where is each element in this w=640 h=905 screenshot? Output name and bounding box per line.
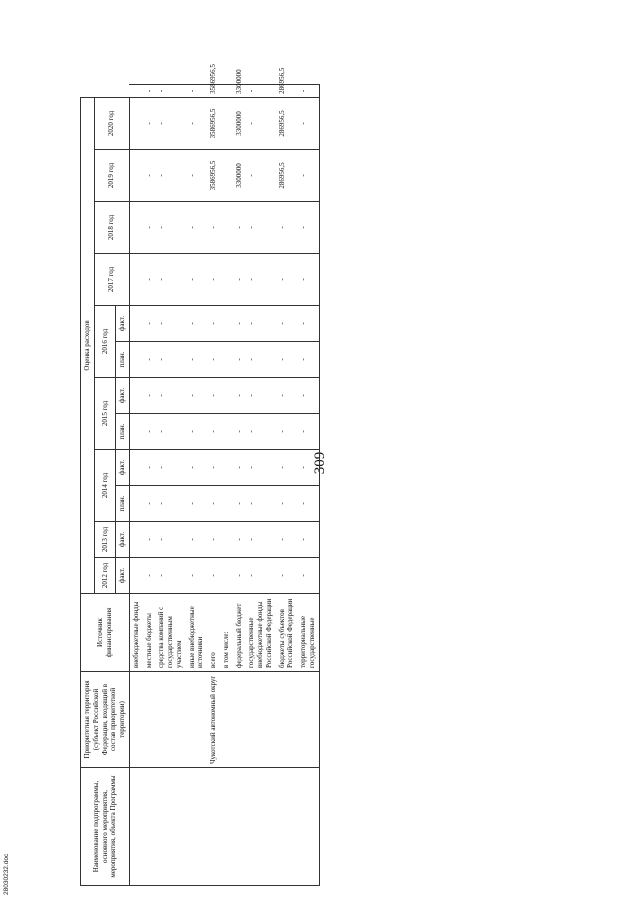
cell-value: - xyxy=(207,254,220,306)
cell-source: территориальные государственные xyxy=(297,594,319,672)
cell-value: - xyxy=(186,97,208,149)
cell-value: - xyxy=(297,85,319,98)
cell-value: - xyxy=(207,450,220,486)
cell-name xyxy=(276,768,298,886)
header-territory: Приоритетная территория (субъект Российской Федерации, входящий в состав приоритетной территории) xyxy=(81,672,130,768)
header-2012-fact: факт. xyxy=(116,558,130,594)
header-row-1 xyxy=(81,85,95,886)
header-2015-plan: план. xyxy=(116,414,130,450)
cell-value xyxy=(220,486,233,522)
cell-value: - xyxy=(143,414,156,450)
rotated-table-wrapper xyxy=(80,64,550,886)
cell-value: - xyxy=(297,254,319,306)
header-2020: 2020 год xyxy=(94,97,129,149)
cell-value: - xyxy=(207,558,220,594)
cell-value: - xyxy=(233,486,246,522)
cell-value xyxy=(129,306,142,342)
cell-value: - xyxy=(245,486,275,522)
cell-value: - xyxy=(297,202,319,254)
cell-name xyxy=(129,768,142,886)
cell-value: 3586956,5 xyxy=(207,97,220,149)
cell-value: - xyxy=(276,522,298,558)
cell-value: 3586956,5 xyxy=(207,150,220,202)
cell-value xyxy=(220,306,233,342)
table-row xyxy=(129,85,142,886)
cell-value: 3300000 xyxy=(233,97,246,149)
cell-value: - xyxy=(186,150,208,202)
cell-value: - xyxy=(297,378,319,414)
cell-name xyxy=(143,768,156,886)
cell-source: местные бюджеты xyxy=(143,594,156,672)
cell-value xyxy=(129,558,142,594)
cell-value: - xyxy=(155,97,185,149)
header-2013: 2013 год xyxy=(94,522,115,558)
cell-source: в том числе: xyxy=(220,594,233,672)
header-estimate: Оценка расходов xyxy=(81,97,95,593)
cell-value: - xyxy=(143,254,156,306)
cell-value: - xyxy=(297,558,319,594)
header-2012: 2012 год xyxy=(94,558,115,594)
cell-territory xyxy=(297,672,319,768)
cell-value: - xyxy=(143,450,156,486)
cell-value: 286956,5 xyxy=(276,97,298,149)
cell-value: - xyxy=(143,85,156,98)
cell-value: - xyxy=(245,254,275,306)
cell-value: - xyxy=(186,202,208,254)
cell-territory xyxy=(129,672,142,768)
cell-value: - xyxy=(186,414,208,450)
cell-value: - xyxy=(245,85,275,98)
cell-territory xyxy=(220,672,233,768)
cell-value: - xyxy=(155,414,185,450)
cell-value: - xyxy=(297,150,319,202)
header-2018: 2018 год xyxy=(94,202,129,254)
cell-value: - xyxy=(143,558,156,594)
cell-value: - xyxy=(143,486,156,522)
cell-value: - xyxy=(245,202,275,254)
cell-value xyxy=(220,522,233,558)
table-row xyxy=(143,85,156,886)
cell-value: - xyxy=(155,486,185,522)
cell-value xyxy=(220,97,233,149)
cell-value: - xyxy=(186,254,208,306)
cell-value: - xyxy=(155,450,185,486)
expenditure-table xyxy=(80,64,320,886)
cell-value: - xyxy=(155,342,185,378)
header-2017: 2017 год xyxy=(94,254,129,306)
cell-value: - xyxy=(186,486,208,522)
cell-name xyxy=(245,768,275,886)
table-row xyxy=(220,85,233,886)
cell-territory xyxy=(186,672,208,768)
table-row xyxy=(245,85,275,886)
table-row xyxy=(276,85,298,886)
cell-value xyxy=(220,558,233,594)
cell-value xyxy=(220,202,233,254)
cell-value: 286956,5 xyxy=(276,150,298,202)
footer-filename: 28030232.doc xyxy=(3,853,10,895)
cell-value: - xyxy=(276,414,298,450)
cell-source: внебюджетные фонды xyxy=(129,594,142,672)
cell-value: 3300000 xyxy=(233,150,246,202)
header-2016-fact: факт. xyxy=(116,306,130,342)
cell-value: 3300000 xyxy=(233,85,246,98)
cell-value: - xyxy=(143,522,156,558)
cell-value: - xyxy=(276,378,298,414)
cell-value: - xyxy=(276,486,298,522)
cell-value: - xyxy=(143,202,156,254)
cell-value: - xyxy=(233,254,246,306)
cell-value: - xyxy=(245,378,275,414)
cell-value: - xyxy=(155,150,185,202)
cell-value xyxy=(129,202,142,254)
cell-value: - xyxy=(155,558,185,594)
table-row xyxy=(186,85,208,886)
cell-value: - xyxy=(297,486,319,522)
cell-source: федеральный бюджет xyxy=(233,594,246,672)
cell-value: - xyxy=(143,306,156,342)
cell-source: иные внебюджетные источники xyxy=(186,594,208,672)
cell-name xyxy=(155,768,185,886)
cell-value: - xyxy=(155,522,185,558)
cell-value xyxy=(220,342,233,378)
cell-value: - xyxy=(276,450,298,486)
cell-value: - xyxy=(245,306,275,342)
cell-value: - xyxy=(186,450,208,486)
cell-territory xyxy=(143,672,156,768)
cell-value: - xyxy=(245,558,275,594)
table-row xyxy=(207,85,220,886)
cell-value: - xyxy=(233,558,246,594)
cell-territory xyxy=(233,672,246,768)
header-2014: 2014 год xyxy=(94,450,115,522)
cell-value: - xyxy=(297,97,319,149)
cell-value: - xyxy=(143,378,156,414)
cell-value: - xyxy=(186,85,208,98)
table-row xyxy=(297,85,319,886)
cell-value: - xyxy=(276,558,298,594)
header-name: Наименование подпрограммы, основного мероприятия, мероприятия, объекта Программы xyxy=(81,768,130,886)
cell-value: - xyxy=(245,414,275,450)
header-2015: 2015 год xyxy=(94,378,115,450)
table-row xyxy=(233,85,246,886)
cell-value: - xyxy=(207,342,220,378)
cell-value: - xyxy=(233,342,246,378)
cell-value: - xyxy=(143,342,156,378)
cell-value: - xyxy=(155,85,185,98)
cell-name xyxy=(233,768,246,886)
cell-value xyxy=(220,254,233,306)
cell-value: 3586956,5 xyxy=(207,85,220,98)
cell-value xyxy=(220,450,233,486)
cell-value: - xyxy=(297,306,319,342)
cell-value: - xyxy=(186,558,208,594)
cell-value xyxy=(129,342,142,378)
cell-value: - xyxy=(186,522,208,558)
cell-name xyxy=(297,768,319,886)
table-body xyxy=(129,64,319,886)
header-2013-fact: факт. xyxy=(116,522,130,558)
cell-value xyxy=(129,150,142,202)
cell-value: - xyxy=(233,202,246,254)
page-number: 309 xyxy=(312,451,328,475)
header-2019: 2019 год xyxy=(94,150,129,202)
cell-value: - xyxy=(155,306,185,342)
cell-value: - xyxy=(245,522,275,558)
cell-value: - xyxy=(245,342,275,378)
cell-value xyxy=(220,414,233,450)
table-row xyxy=(155,85,185,886)
cell-value: - xyxy=(186,342,208,378)
cell-value: - xyxy=(297,450,319,486)
cell-source: всего xyxy=(207,594,220,672)
cell-source: бюджеты субъектов Российской Федерации xyxy=(276,594,298,672)
cell-name xyxy=(186,768,208,886)
cell-value: - xyxy=(143,97,156,149)
cell-value: - xyxy=(233,378,246,414)
cell-name xyxy=(220,768,233,886)
header-2014-fact: факт. xyxy=(116,450,130,486)
cell-value xyxy=(129,486,142,522)
cell-territory xyxy=(245,672,275,768)
cell-territory: Чукотский автономный округ xyxy=(207,672,220,768)
cell-value: - xyxy=(207,486,220,522)
cell-value: - xyxy=(233,306,246,342)
cell-territory xyxy=(155,672,185,768)
cell-value xyxy=(129,85,142,98)
cell-value: - xyxy=(245,97,275,149)
cell-value: - xyxy=(297,342,319,378)
header-2014-plan: план. xyxy=(116,486,130,522)
cell-value: - xyxy=(207,414,220,450)
cell-value: - xyxy=(276,202,298,254)
cell-value: - xyxy=(207,522,220,558)
cell-value xyxy=(220,378,233,414)
cell-value: - xyxy=(276,342,298,378)
header-2016: 2016 год xyxy=(94,306,115,378)
cell-value: - xyxy=(245,150,275,202)
cell-value xyxy=(129,97,142,149)
cell-value xyxy=(129,414,142,450)
cell-name xyxy=(207,768,220,886)
cell-value: - xyxy=(186,378,208,414)
cell-value xyxy=(220,150,233,202)
cell-value: - xyxy=(207,378,220,414)
cell-value: - xyxy=(207,202,220,254)
cell-value: - xyxy=(233,522,246,558)
cell-value: - xyxy=(276,306,298,342)
cell-source: государственные внебюджетные фонды Российской Федерации xyxy=(245,594,275,672)
header-2015-fact: факт. xyxy=(116,378,130,414)
cell-value xyxy=(220,85,233,98)
header-2016-plan: план. xyxy=(116,342,130,378)
cell-value: - xyxy=(276,254,298,306)
cell-value: 286956,5 xyxy=(276,85,298,98)
cell-value xyxy=(129,254,142,306)
cell-value xyxy=(129,522,142,558)
cell-value: - xyxy=(297,414,319,450)
cell-value: - xyxy=(155,378,185,414)
cell-value xyxy=(129,450,142,486)
cell-value: - xyxy=(207,306,220,342)
cell-value: - xyxy=(245,450,275,486)
cell-value xyxy=(129,378,142,414)
cell-value: - xyxy=(233,414,246,450)
cell-value: - xyxy=(155,202,185,254)
cell-value: - xyxy=(155,254,185,306)
cell-territory xyxy=(276,672,298,768)
cell-value: - xyxy=(233,450,246,486)
header-source: Источник финансирования xyxy=(81,594,130,672)
cell-value: - xyxy=(143,150,156,202)
cell-value: - xyxy=(186,306,208,342)
cell-source: средства компаний с государственным участием xyxy=(155,594,185,672)
cell-value: - xyxy=(297,522,319,558)
